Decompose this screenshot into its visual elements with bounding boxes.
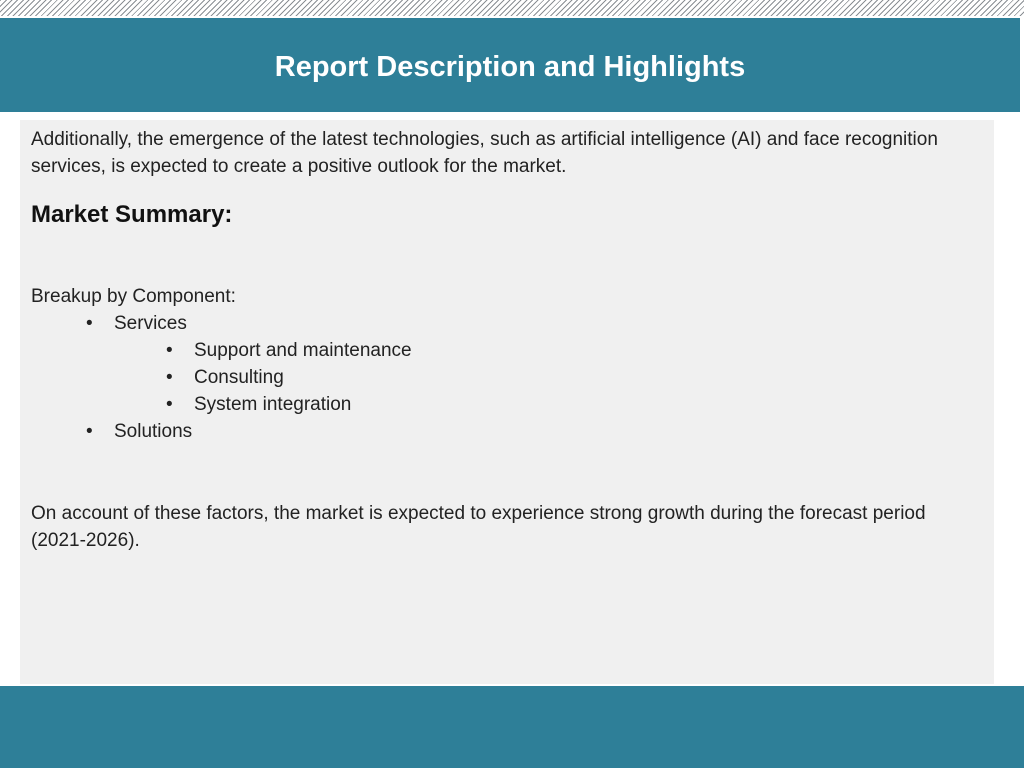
list-item-label: System integration bbox=[194, 394, 352, 415]
market-summary-heading: Market Summary: bbox=[31, 201, 233, 228]
intro-paragraph: Additionally, the emergence of the latest technologies, such as artificial intelligence (AI) and face recognition services, is expected to create a positive outlook for the market. bbox=[31, 129, 938, 177]
bullet-icon: • bbox=[166, 394, 173, 415]
list-item-solutions bbox=[86, 418, 964, 445]
page-title: Report Description and Highlights bbox=[274, 50, 746, 83]
list-item-services bbox=[86, 310, 964, 418]
bullet-icon: • bbox=[86, 313, 93, 334]
list-item-label: Consulting bbox=[194, 367, 284, 388]
footer-banner bbox=[0, 686, 1024, 768]
services-sublist bbox=[114, 337, 964, 418]
top-decorative-stripe bbox=[0, 0, 1024, 16]
list-item-consulting bbox=[166, 364, 964, 391]
bullet-icon: • bbox=[166, 340, 173, 361]
bullet-icon: • bbox=[86, 421, 93, 442]
closing-paragraph: On account of these factors, the market is expected to experience strong growth during the forecast period (2021-2026). bbox=[31, 503, 926, 551]
component-list bbox=[31, 310, 964, 445]
list-item-system-integration bbox=[166, 391, 964, 418]
bullet-icon: • bbox=[166, 367, 173, 388]
list-item-label: Support and maintenance bbox=[194, 340, 412, 361]
list-item-support-maintenance bbox=[166, 337, 964, 364]
header-banner bbox=[0, 18, 1020, 112]
breakup-heading: Breakup by Component: bbox=[31, 286, 236, 307]
list-item-label: Solutions bbox=[114, 421, 193, 442]
list-item-label: Services bbox=[114, 313, 187, 334]
content-panel bbox=[20, 120, 994, 684]
